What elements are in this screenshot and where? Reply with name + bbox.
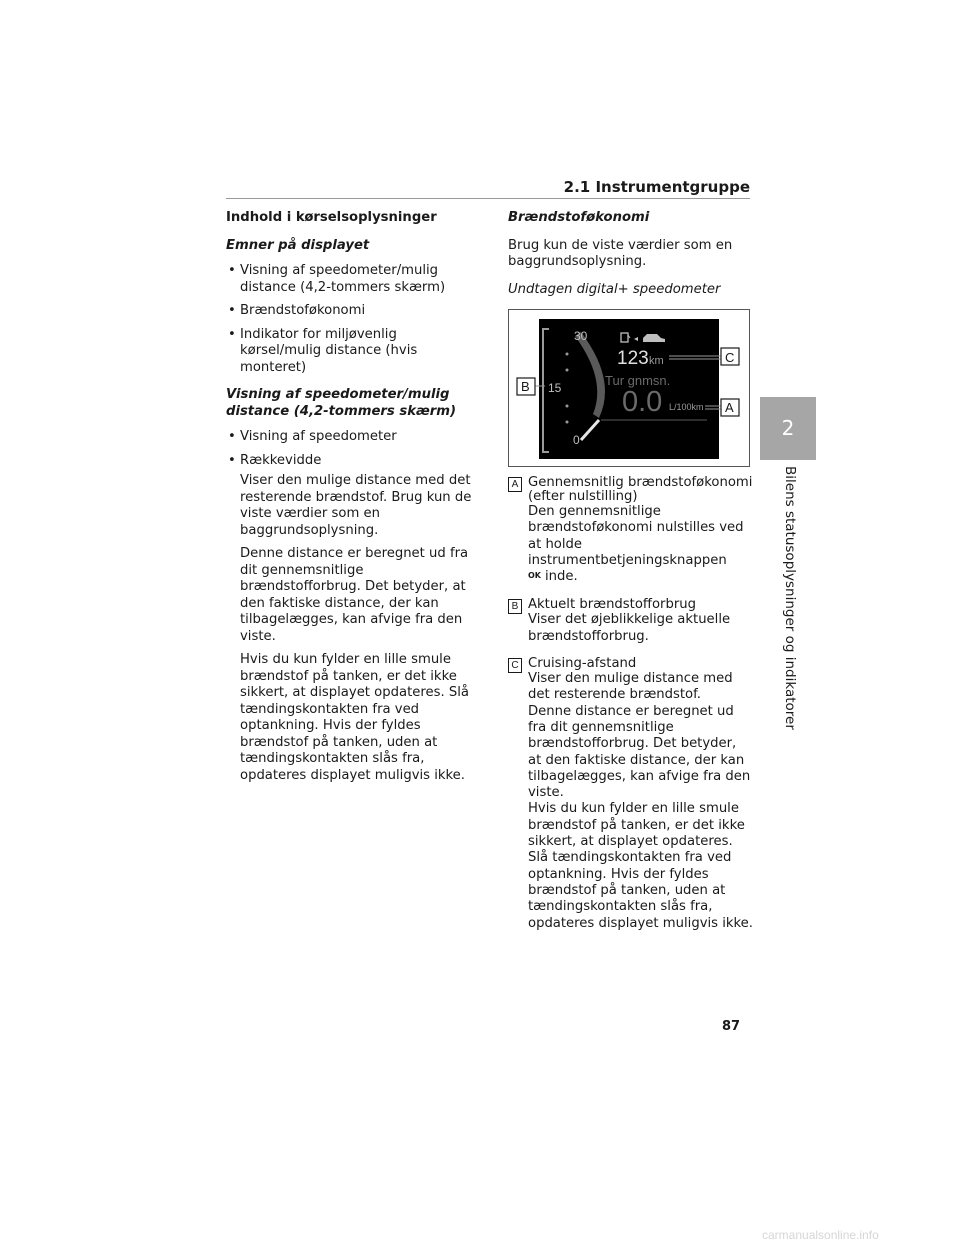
callout-badge: A xyxy=(508,477,522,492)
gauge-label-top: 30 xyxy=(574,329,588,343)
callout-title: Cruising-afstand xyxy=(528,656,637,672)
section-header: 2.1 Instrumentgruppe xyxy=(563,178,750,196)
list-item: • Visning af speedometer/mulig distance (4,2-tommers skærm) xyxy=(228,263,446,295)
label-c: C xyxy=(725,350,735,365)
gauge-label-mid: 15 xyxy=(548,381,562,395)
figure-caption: Undtagen digital+ speedometer xyxy=(508,281,721,297)
callout-body: Viser den mulige distance med det resterende brændstof. xyxy=(528,671,733,703)
display-illustration xyxy=(509,310,751,468)
paragraph: Viser den mulige distance med det resterende brændstof. Brug kun de viste værdier som en baggrundsoplysning. xyxy=(240,473,472,538)
display-items-list xyxy=(226,263,472,376)
section-heading: Indhold i kørselsoplysninger xyxy=(226,210,437,225)
label-b: B xyxy=(521,379,530,394)
speedometer-list xyxy=(226,429,472,469)
left-column xyxy=(226,210,472,791)
callout-badge: C xyxy=(508,658,522,673)
list-item: • Visning af speedometer xyxy=(228,429,397,444)
gauge-tick xyxy=(566,421,569,424)
callout-title: Aktuelt brændstofforbrug xyxy=(528,597,697,613)
callout-b xyxy=(508,598,753,645)
ok-button-icon: OK xyxy=(528,571,541,581)
instrument-display-figure xyxy=(508,309,750,467)
page-number: 87 xyxy=(722,1019,741,1034)
callout-a xyxy=(508,476,753,586)
fuel-economy-heading: Brændstoføkonomi xyxy=(508,210,650,225)
list-item: • Rækkevidde xyxy=(228,452,322,468)
fuel-economy-intro: Brug kun de viste værdier som en baggrundsoplysning. xyxy=(508,237,733,269)
callout-body: Den gennemsnitlige brændstoføkonomi nulstilles ved at holde instrumentbetjeningsknappen OK inde. xyxy=(528,504,744,585)
callout-body: Viser det øjeblikkelige aktuelle brændstofforbrug. xyxy=(528,612,731,644)
gauge-tick xyxy=(566,353,569,356)
subheading-speedometer: Visning af speedometer/mulig distance (4,2-tommers skærm) xyxy=(226,387,457,419)
list-item: • Indikator for miljøvenlig kørsel/mulig distance (hvis monteret) xyxy=(228,326,418,375)
gauge-tick xyxy=(566,369,569,372)
gauge-label-bottom: 0 xyxy=(573,433,580,447)
list-item: • Brændstoføkonomi xyxy=(228,303,366,318)
range-value: 123 xyxy=(617,348,649,369)
range-description xyxy=(226,473,472,784)
right-column xyxy=(508,210,753,308)
subheading-display-items: Emner på displayet xyxy=(226,237,370,253)
gauge-tick xyxy=(566,405,569,408)
callout-body: Denne distance er beregnet ud fra dit gennemsnitlige brændstofforbrug. Det betyder, at den faktiske distance, der kan tilbagelægges, kan afvige fra den viste. xyxy=(528,703,751,801)
callout-list xyxy=(508,476,753,944)
chapter-tab: 2 xyxy=(760,397,816,460)
callout-title: Gennemsnitlig brændstoføkonomi (efter nulstilling) xyxy=(528,475,753,504)
avg-unit: L/100km xyxy=(669,402,704,412)
avg-label: Tur gnmsn. xyxy=(605,373,671,388)
callout-c xyxy=(508,657,753,932)
label-a: A xyxy=(725,400,734,415)
paragraph: Hvis du kun fylder en lille smule brændstof på tanken, er det ikke sikkert, at displayet opdateres. Slå tændingskontakten fra ved optankning. Hvis der fyldes brændstof på tanken, uden at tændingskontakten slås fra, opdateres displayet muligvis ikke. xyxy=(240,652,469,783)
range-unit: km xyxy=(649,355,664,367)
avg-value: 0.0 xyxy=(622,386,663,418)
header-rule xyxy=(226,198,750,199)
paragraph: Denne distance er beregnet ud fra dit gennemsnitlige brændstofforbrug. Det betyder, at den faktiske distance, der kan tilbagelægges, kan afvige fra den viste. xyxy=(240,546,469,644)
callout-badge: B xyxy=(508,599,522,614)
chapter-title: Bilens statusoplysninger og indikatorer xyxy=(782,466,798,730)
callout-body: Hvis du kun fylder en lille smule brændstof på tanken, er det ikke sikkert, at displayet opdateres. Slå tændingskontakten fra ved optankning. Hvis der fyldes brændstof på tanken, uden at tændingskontakten slås fra, opdateres displayet muligvis ikke. xyxy=(528,801,753,931)
watermark: carmanualsonline.info xyxy=(762,1228,879,1242)
